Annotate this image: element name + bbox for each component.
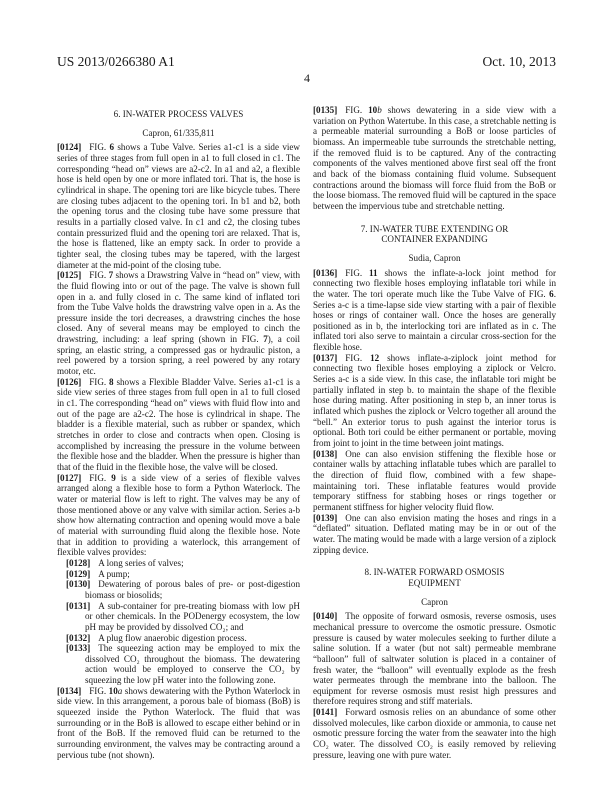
figure-reference: b (377, 105, 382, 115)
paragraph (313, 353, 556, 449)
paragraph-text: FIG. (89, 270, 109, 281)
paragraph (57, 473, 300, 558)
section-heading: 8. IN-WATER FORWARD OSMOSIS (364, 567, 505, 578)
paragraph-number: [0133] (66, 643, 91, 654)
section-heading: 6. IN-WATER PROCESS VALVES (113, 109, 244, 119)
paragraph-text: shows dewatering with the Python Waterlock in side view. In this arrangement, a porous bale of biomass (BoB) is squeezed inside the Python Waterlock. The fluid that was surrounding or in the BoB is allowed to escape either behind or in front of the BoB. If the removed fluid can be returned to the surrounding environment, the valves may be contracting around a pervious tube (not shown). (57, 685, 300, 760)
list-paragraph (57, 601, 300, 633)
paragraph (313, 513, 556, 556)
paragraph-number: [0139] (313, 512, 338, 523)
right-column (313, 105, 556, 760)
paragraph-text: ), a coil spring, an elastic string, a compressed gas or hydraulic piston, a reel powered by a torsion spring, a reel powered by any rotary motor, etc. (57, 334, 300, 377)
paragraph (313, 449, 556, 513)
paragraph-number: [0134] (57, 685, 82, 696)
figure-reference: 7 (108, 270, 114, 281)
paragraph-number: [0129] (66, 568, 91, 579)
paragraph-number: [0130] (66, 579, 91, 590)
page-number: 4 (304, 71, 310, 85)
spacer (313, 555, 556, 565)
figure-reference: 11 (369, 267, 378, 278)
paragraph-text: FIG. (89, 685, 109, 696)
section-heading: CONTAINER EXPANDING (381, 234, 488, 245)
section-authors: Capron (421, 596, 448, 607)
section-heading: 7. IN-WATER TUBE EXTENDING OR (360, 223, 509, 234)
paragraph-number: [0138] (313, 448, 338, 459)
section-heading: EQUIPMENT (408, 577, 461, 588)
paragraph-text: FIG. (89, 376, 110, 387)
figure-reference: 6 (549, 288, 554, 299)
list-paragraph (57, 633, 300, 644)
list-paragraph (57, 643, 300, 686)
paragraph-text: FIG. (345, 105, 369, 115)
paragraph (313, 611, 556, 707)
paragraph-text: FIG. (89, 472, 112, 483)
publication-date: Oct. 10, 2013 (482, 54, 556, 69)
paragraph-text: One can also envision mating the hoses and rings in a “deflated” situation. Deflated mating may be in or out of the water. The mating would be made with a large version of a ziplock zipping device. (313, 512, 556, 555)
paragraph-text: shows dewatering in a side view with a variation on Python Watertube. In this case, a stretchable netting is a permeable material surrounding a BoB or loose particles of biomass. An impermeable tube surrounds the stretchable netting, if the removed fluid is to be captured. Any of the contracting components of the valves mentioned above first seal off the front and back of the biomass containing fluid volume. Subsequent contractions around the biomass will force fluid from the BoB or the loose biomass. The removed fluid will be captured in the space between the impervious tube and stretchable netting. (313, 105, 557, 211)
paragraph (57, 142, 300, 270)
paragraph-number: [0140] (313, 611, 338, 622)
left-column (57, 107, 300, 760)
list-paragraph (57, 558, 300, 569)
figure-reference: 8 (109, 376, 114, 387)
paragraph-number: [0126] (57, 376, 82, 387)
paragraph-text: FIG. (89, 142, 110, 153)
paragraph-text: A pump; (98, 568, 130, 579)
paragraph-text: shows a Tube Valve. Series a1-c1 is a side view series of three stages from full open in a1 to full closed in c1. The corresponding “head on” views are a2-c2. In a1 and a2, a flexible hose is held open by one or more inflated tori. That is, the hose is cylindrical in shape. The opening tori are like bicycle tubes. There are closing tubes adjacent to the opening tori. In b1 and b2, both the opening torus and the closing tube have some pressure that results in a partially closed valve. In c1 and c2, the closing tubes contain pressurized fluid and the opening tori are relaxed. That is, the hose is flattened, like an empty sack. In order to provide a tighter seal, the closing tubes may be tapered, with the largest diameter at the mid-point of the closing tube. (57, 142, 300, 270)
paragraph-number: [0131] (66, 600, 91, 611)
figure-reference: 10 (368, 105, 378, 115)
paragraph-number: [0124] (57, 142, 82, 153)
paragraph-text: is a side view of a series of flexible valves arranged along a flexible hose to form a Python Waterlock. The water or material flow is left to right. The valves may be any of those mentioned above or any valve with similar action. Series a-b show how alternating contraction and opening would move a bale of material with surrounding fluid along the flexible hose. Note that in addition to providing a waterlock, this arrangement of flexible valves provides: (57, 472, 300, 558)
paragraph-number: [0132] (66, 632, 91, 643)
paragraph-text: A long series of valves; (98, 557, 184, 568)
list-paragraph (57, 579, 300, 600)
paragraph-number: [0135] (313, 105, 338, 115)
paragraph-text: shows the inflate-a-lock joint method for connecting two flexible hoses employing inflatable tori while in the water. The tori operate much like the Tube Valve of FIG. (313, 267, 556, 299)
figure-reference: 12 (370, 352, 380, 363)
paragraph-number: [0127] (57, 472, 82, 483)
section-authors: Sudia, Capron (408, 252, 461, 263)
paragraph-number: [0141] (313, 707, 338, 718)
paragraph-number: [0125] (57, 270, 82, 281)
paragraph-text: FIG. (345, 352, 371, 363)
paragraph (57, 686, 300, 761)
paragraph (57, 270, 300, 377)
figure-reference: 7 (263, 334, 268, 345)
paragraph (313, 707, 556, 760)
paragraph (313, 105, 556, 212)
publication-number: US 2013/0266380 A1 (57, 54, 175, 69)
paragraph-text: Forward osmosis relies on an abundance of some other dissolved molecules, like carbon dioxide or ammonia, to cause net osmotic pressure forcing the water from the seawater into the high CO₂ water. The dissolved CO₂ is easily removed by relieving pressure, leaving one with pure water. (313, 707, 556, 760)
figure-reference: a (117, 685, 123, 696)
figure-reference: 10 (108, 685, 118, 696)
paragraph-text: One can also envision stiffening the flexible hose or container walls by attaching inflatable tubes which are parallel to the direction of fluid flow, combined with a few shape-maintaining tori. These inflatable features would provide temporary stiffness for stabbing hoses or rings together or permanent stiffness for higher velocity fluid flow. (313, 448, 556, 512)
paragraph-text: The opposite of forward osmosis, reverse osmosis, uses mechanical pressure to overcome the osmotic pressure. Osmotic pressure is caused by water molecules seeking to further dilute a saline solution. If a water (but not salt) permeable membrane “balloon” full of saltwater solution is placed in a container of fresh water, the “balloon” will eventually explode as the fresh water permeates through the membrane into the balloon. The equipment for reverse osmosis must resist high pressures and therefore requires strong and stiff materials. (313, 611, 556, 707)
figure-reference: 6 (109, 142, 115, 153)
paragraph-text: . Series a-c is a time-lapse side view starting with a pair of flexible hoses or rings of container wall. Once the hoses are generally positioned as in b, the interlocking tori are inflated as in c. The inflated tori also serve to maintain a circular cross-section for the flexible hose. (313, 288, 556, 353)
paragraph-text: shows a Flexible Bladder Valve. Series a1-c1 is a side view series of three stages from full open in a1 to full closed in c1. The corresponding “head on” views with fluid flow into and out of the page are a2-c2. The hose is cylindrical in shape. The bladder is a flexible material, such as rubber or spandex, which stretches in order to close and contracts when open. Closing is accomplished by increasing the pressure in the volume between the flexible hose and the bladder. When the pressure is higher than that of the fluid in the flexible hose, the valve will be closed. (57, 376, 300, 472)
paragraph (57, 377, 300, 473)
paragraph-number: [0128] (66, 557, 91, 568)
paragraph (313, 268, 556, 353)
section-authors: Capron, 61/335,811 (142, 127, 215, 138)
paragraph-text: The squeezing action may be employed to mix the dissolved CO₂ throughout the biomass. The dewatering action would be employed to conserve the CO₂ by squeezing the low pH water into the following zone. (85, 643, 300, 686)
paragraph-number: [0136] (313, 267, 338, 278)
paragraph-text: Dewatering of porous bales of pre- or post-digestion biomass or biosolids; (85, 579, 300, 600)
paragraph-text: A plug flow anaerobic digestion process. (98, 632, 247, 643)
paragraph-number: [0137] (313, 352, 338, 363)
paragraph-text: shows a Drawstring Valve in “head on” view, with the fluid flowing into or out of the page. The valve is shown full open in a. and fully closed in c. The same kind of inflated tori from the Tube Valve holds the drawstring valve open in a. As the pressure inside the tori decreases, a drawstring cinches the hose closed. Any of several means may be employed to cinch the drawstring, including: a leaf spring (shown in FIG. (57, 270, 300, 345)
paragraph-text: shows inflate-a-ziplock joint method for connecting two flexible hoses employing a ziplock or Velcro. Series a-c is a side view. In this case, the inflatable tori might be partially inflated in step b. to maintain the shape of the flexible hose during mating. After positioning in step b, an inner torus is inflated which pushes the ziplock or Velcro together all around the “bell.” An exterior torus to push against the interior torus is optional. Both tori could be either permanent or portable, moving from joint to joint in the time between joint matings. (313, 352, 557, 449)
spacer (313, 212, 556, 222)
figure-reference: 9 (111, 472, 116, 483)
paragraph-text: FIG. (345, 267, 370, 278)
paragraph-text: A sub-container for pre-treating biomass with low pH or other chemicals. In the PODenergy ecosystem, the low pH may be provided by dissolved CO₂; and (85, 600, 300, 632)
list-paragraph (57, 569, 300, 580)
